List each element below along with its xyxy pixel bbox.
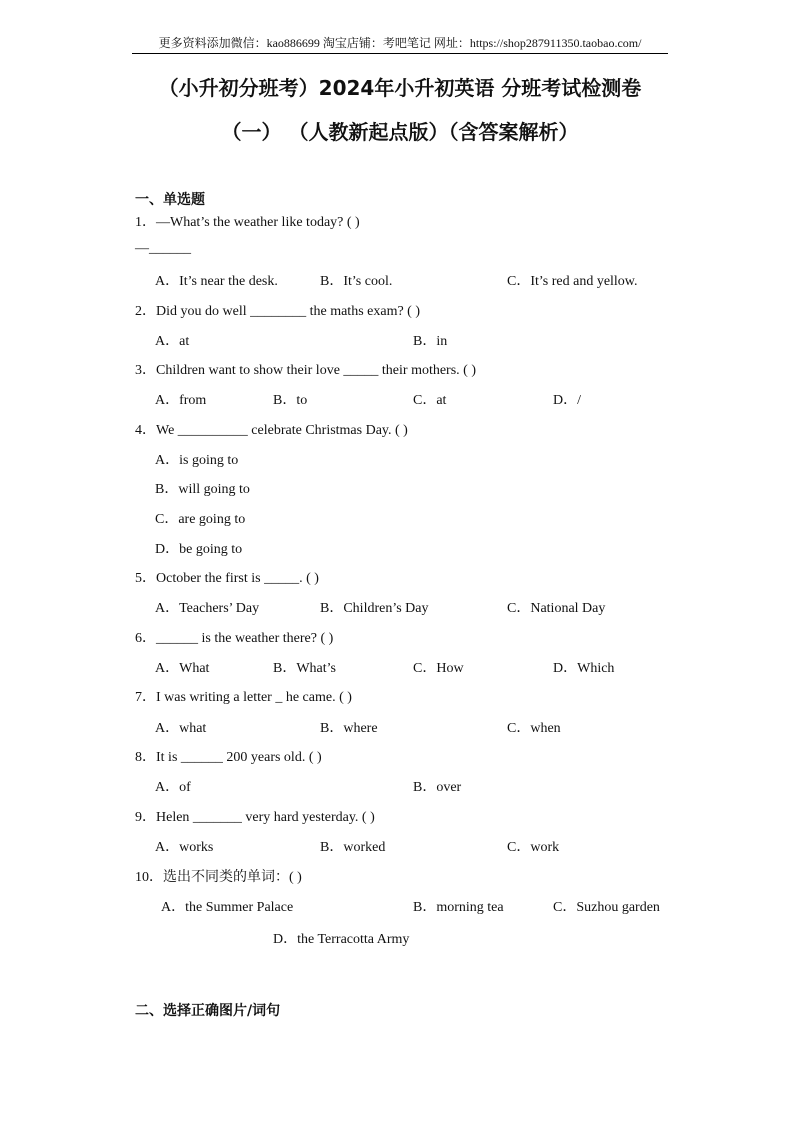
q9-option-a: A．works	[155, 840, 214, 855]
page-header: 更多资料添加微信：kao886699 淘宝店铺：考吧笔记 网址：https://shop287911350.taobao.com/	[132, 34, 668, 54]
title-line-1: （小升初分班考）2024年小升初英语 分班考试检测卷	[158, 76, 642, 100]
q4-option-c: C．are going to	[155, 512, 246, 527]
question-1: 1．—What’s the weather like today? ( )	[135, 215, 360, 230]
q7-option-c: C．when	[507, 721, 561, 736]
q10-option-d: D．the Terracotta Army	[273, 932, 410, 947]
q3-option-c: C．at	[413, 393, 447, 408]
question-6: 6．______ is the weather there? ( )	[135, 631, 334, 646]
question-1-answer-line: —______	[135, 241, 191, 256]
q5-option-c: C．National Day	[507, 601, 606, 616]
q10-option-b: B．morning tea	[413, 900, 504, 915]
q2-option-a: A．at	[155, 334, 190, 349]
q3-option-b: B．to	[273, 393, 308, 408]
q5-option-b: B．Children’s Day	[320, 601, 429, 616]
q4-option-b: B．will going to	[155, 482, 250, 497]
question-4: 4．We __________ celebrate Christmas Day. ( )	[135, 423, 408, 438]
q6-option-d: D．Which	[553, 661, 615, 676]
q6-option-b: B．What’s	[273, 661, 336, 676]
question-5: 5．October the first is _____. ( )	[135, 571, 319, 586]
q1-option-b: B．It’s cool.	[320, 274, 393, 289]
question-9: 9．Helen _______ very hard yesterday. ( )	[135, 810, 375, 825]
q3-option-d: D．/	[553, 393, 581, 408]
q9-option-b: B．worked	[320, 840, 386, 855]
q1-option-c: C．It’s red and yellow.	[507, 274, 638, 289]
question-10: 10．选出不同类的单词：( )	[135, 870, 302, 885]
q6-option-a: A．What	[155, 661, 210, 676]
question-3: 3．Children want to show their love _____ their mothers. ( )	[135, 363, 476, 378]
q6-option-c: C．How	[413, 661, 464, 676]
q8-option-b: B．over	[413, 780, 462, 795]
question-7: 7．I was writing a letter _ he came. ( )	[135, 690, 352, 705]
q2-option-b: B．in	[413, 334, 448, 349]
q3-option-a: A．from	[155, 393, 207, 408]
section-heading-single-choice: 一、单选题	[135, 192, 205, 208]
q7-option-a: A．what	[155, 721, 207, 736]
q1-option-a: A．It’s near the desk.	[155, 274, 278, 289]
question-2: 2．Did you do well ________ the maths exam? ( )	[135, 304, 421, 319]
q9-option-c: C．work	[507, 840, 560, 855]
title-line-2: （一） （人教新起点版）（含答案解析）	[221, 120, 579, 144]
q5-option-a: A．Teachers’ Day	[155, 601, 260, 616]
section-heading-choose-picture: 二、选择正确图片/词句	[135, 1003, 281, 1019]
q10-option-a: A．the Summer Palace	[161, 900, 294, 915]
question-8: 8．It is ______ 200 years old. ( )	[135, 750, 322, 765]
q8-option-a: A．of	[155, 780, 191, 795]
q10-option-c: C．Suzhou garden	[553, 900, 660, 915]
q4-option-a: A．is going to	[155, 453, 239, 468]
q7-option-b: B．where	[320, 721, 378, 736]
q4-option-d: D．be going to	[155, 542, 243, 557]
